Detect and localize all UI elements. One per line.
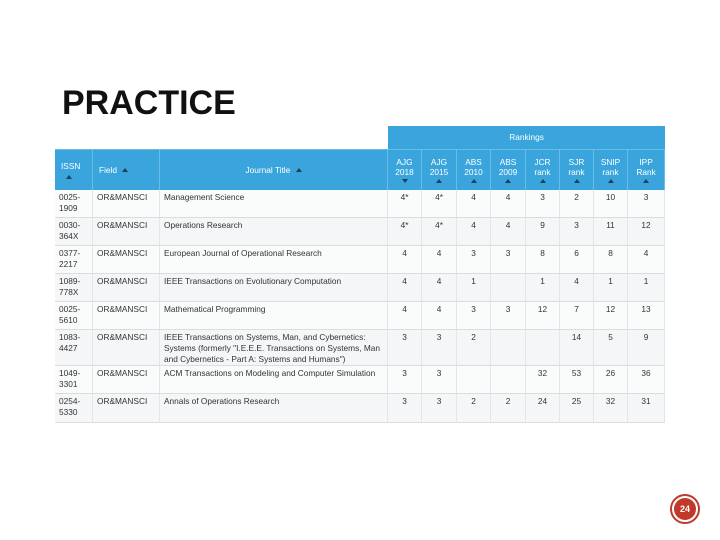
- journal-title-cell: Operations Research: [160, 218, 388, 246]
- snip-cell: 12: [594, 302, 628, 330]
- column-header-ipp-rank: Rank: [636, 166, 656, 177]
- ajg2015-cell: 3: [422, 366, 457, 394]
- table-row: [55, 190, 665, 218]
- sort-up-icon: [608, 179, 614, 183]
- sort-up-icon: [66, 175, 72, 179]
- table-row: [55, 218, 665, 246]
- sjr-cell: 2: [560, 190, 594, 218]
- column-header-ipp-label: IPP: [639, 156, 653, 167]
- table-row: [55, 274, 665, 302]
- issn-cell: 0377-2217: [55, 246, 93, 274]
- abs2009-cell: [491, 366, 526, 394]
- sort-down-icon: [402, 179, 408, 183]
- ajg2015-cell: 3: [422, 330, 457, 366]
- column-header-journal-title[interactable]: [160, 150, 388, 190]
- sort-up-icon: [122, 168, 128, 172]
- column-header-ajg2018-year: 2018: [395, 166, 414, 177]
- column-header-jcr[interactable]: [526, 150, 560, 190]
- jcr-cell: 24: [526, 394, 560, 423]
- sjr-cell: 53: [560, 366, 594, 394]
- column-header-jcr-rank: rank: [534, 166, 551, 177]
- rankings-table: [55, 126, 665, 423]
- journal-title-cell: ACM Transactions on Modeling and Computer Simulation: [160, 366, 388, 394]
- column-header-issn-label: ISSN: [61, 161, 81, 171]
- column-header-snip-rank: rank: [602, 166, 619, 177]
- abs2009-cell: 3: [491, 246, 526, 274]
- field-cell: OR&MANSCI: [93, 302, 160, 330]
- slide-title: PRACTICE: [62, 84, 236, 122]
- issn-cell: 0025-5610: [55, 302, 93, 330]
- journal-title-cell: IEEE Transactions on Evolutionary Computation: [160, 274, 388, 302]
- sort-up-icon: [574, 179, 580, 183]
- table-row: [55, 394, 665, 423]
- sjr-cell: 14: [560, 330, 594, 366]
- jcr-cell: 1: [526, 274, 560, 302]
- sjr-cell: 6: [560, 246, 594, 274]
- jcr-cell: 8: [526, 246, 560, 274]
- abs2010-cell: 4: [457, 218, 491, 246]
- abs2010-cell: 3: [457, 302, 491, 330]
- snip-cell: 10: [594, 190, 628, 218]
- field-cell: OR&MANSCI: [93, 366, 160, 394]
- ajg2018-cell: 3: [388, 394, 422, 423]
- column-header-journal-title-label: Journal Title: [245, 164, 291, 175]
- sort-up-icon: [540, 179, 546, 183]
- column-header-sjr-rank: rank: [568, 166, 585, 177]
- abs2009-cell: [491, 330, 526, 366]
- column-header-abs2010-label: ABS: [465, 156, 482, 167]
- column-header-ajg2018-label: AJG: [396, 156, 413, 167]
- abs2010-cell: 1: [457, 274, 491, 302]
- ajg2015-cell: 4*: [422, 218, 457, 246]
- column-header-snip-label: SNIP: [600, 156, 621, 167]
- snip-cell: 1: [594, 274, 628, 302]
- issn-cell: 1083-4427: [55, 330, 93, 366]
- column-header-ajg2015[interactable]: [422, 150, 457, 190]
- ipp-cell: 36: [628, 366, 665, 394]
- ipp-cell: 12: [628, 218, 665, 246]
- ajg2018-cell: 4: [388, 246, 422, 274]
- sjr-cell: 7: [560, 302, 594, 330]
- sort-up-icon: [505, 179, 511, 183]
- ajg2015-cell: 4*: [422, 190, 457, 218]
- journal-title-cell: European Journal of Operational Research: [160, 246, 388, 274]
- table-row: [55, 366, 665, 394]
- snip-cell: 8: [594, 246, 628, 274]
- jcr-cell: [526, 330, 560, 366]
- ipp-cell: 13: [628, 302, 665, 330]
- field-cell: OR&MANSCI: [93, 218, 160, 246]
- abs2010-cell: 2: [457, 330, 491, 366]
- field-cell: OR&MANSCI: [93, 190, 160, 218]
- sjr-cell: 25: [560, 394, 594, 423]
- table-row: [55, 330, 665, 366]
- issn-cell: 0254-5330: [55, 394, 93, 423]
- snip-cell: 32: [594, 394, 628, 423]
- abs2009-cell: [491, 274, 526, 302]
- ajg2015-cell: 3: [422, 394, 457, 423]
- column-header-sjr[interactable]: [560, 150, 594, 190]
- sort-up-icon: [471, 179, 477, 183]
- snip-cell: 26: [594, 366, 628, 394]
- column-header-row: [55, 150, 665, 190]
- sort-up-icon: [436, 179, 442, 183]
- jcr-cell: 3: [526, 190, 560, 218]
- column-header-ajg2018[interactable]: [388, 150, 422, 190]
- column-header-field-label: Field: [99, 164, 117, 175]
- abs2010-cell: [457, 366, 491, 394]
- ajg2018-cell: 3: [388, 366, 422, 394]
- ipp-cell: 4: [628, 246, 665, 274]
- issn-cell: 1089-778X: [55, 274, 93, 302]
- ipp-cell: 31: [628, 394, 665, 423]
- table-row: [55, 302, 665, 330]
- field-cell: OR&MANSCI: [93, 246, 160, 274]
- table-row: [55, 246, 665, 274]
- abs2010-cell: 2: [457, 394, 491, 423]
- column-header-jcr-label: JCR: [534, 156, 551, 167]
- header-spacer: [93, 126, 160, 150]
- ajg2018-cell: 3: [388, 330, 422, 366]
- jcr-cell: 32: [526, 366, 560, 394]
- field-cell: OR&MANSCI: [93, 394, 160, 423]
- ajg2018-cell: 4: [388, 274, 422, 302]
- journal-title-cell: Mathematical Programming: [160, 302, 388, 330]
- column-header-abs2010[interactable]: [457, 150, 491, 190]
- field-cell: OR&MANSCI: [93, 274, 160, 302]
- sort-up-icon: [296, 168, 302, 172]
- rankings-group-header: Rankings: [388, 126, 665, 150]
- column-header-abs2009[interactable]: [491, 150, 526, 190]
- ajg2018-cell: 4: [388, 302, 422, 330]
- column-header-issn[interactable]: [55, 150, 93, 190]
- snip-cell: 5: [594, 330, 628, 366]
- page-number: 24: [674, 498, 696, 520]
- abs2009-cell: 4: [491, 218, 526, 246]
- ipp-cell: 1: [628, 274, 665, 302]
- issn-cell: 0030-364X: [55, 218, 93, 246]
- ajg2018-cell: 4*: [388, 218, 422, 246]
- column-header-ajg2015-year: 2015: [429, 166, 449, 177]
- column-header-abs2010-year: 2010: [464, 166, 483, 177]
- rankings-group-header-row: [55, 126, 665, 150]
- page-number-badge: [670, 494, 700, 524]
- abs2009-cell: 4: [491, 190, 526, 218]
- column-header-ipp[interactable]: [628, 150, 665, 190]
- column-header-abs2009-label: ABS: [499, 156, 517, 167]
- ajg2015-cell: 4: [422, 302, 457, 330]
- column-header-ajg2015-label: AJG: [430, 156, 448, 167]
- ipp-cell: 9: [628, 330, 665, 366]
- issn-cell: 1049-3301: [55, 366, 93, 394]
- jcr-cell: 9: [526, 218, 560, 246]
- journal-title-cell: Management Science: [160, 190, 388, 218]
- abs2009-cell: 3: [491, 302, 526, 330]
- abs2009-cell: 2: [491, 394, 526, 423]
- ipp-cell: 3: [628, 190, 665, 218]
- sjr-cell: 4: [560, 274, 594, 302]
- ajg2015-cell: 4: [422, 274, 457, 302]
- abs2010-cell: 3: [457, 246, 491, 274]
- issn-cell: 0025-1909: [55, 190, 93, 218]
- header-spacer: [160, 126, 388, 150]
- journal-title-cell: Annals of Operations Research: [160, 394, 388, 423]
- ajg2018-cell: 4*: [388, 190, 422, 218]
- header-spacer: [55, 126, 93, 150]
- sort-up-icon: [643, 179, 649, 183]
- ajg2015-cell: 4: [422, 246, 457, 274]
- abs2010-cell: 4: [457, 190, 491, 218]
- column-header-sjr-label: SJR: [568, 156, 585, 167]
- snip-cell: 11: [594, 218, 628, 246]
- sjr-cell: 3: [560, 218, 594, 246]
- jcr-cell: 12: [526, 302, 560, 330]
- column-header-abs2009-year: 2009: [498, 166, 518, 177]
- field-cell: OR&MANSCI: [93, 330, 160, 366]
- journal-title-cell: IEEE Transactions on Systems, Man, and Cybernetics: Systems (formerly "I.E.E.E. Transactions on Systems, Man and Cybernetics - Part A: Systems and Humans"): [160, 330, 388, 366]
- column-header-field[interactable]: [93, 150, 160, 190]
- column-header-snip[interactable]: [594, 150, 628, 190]
